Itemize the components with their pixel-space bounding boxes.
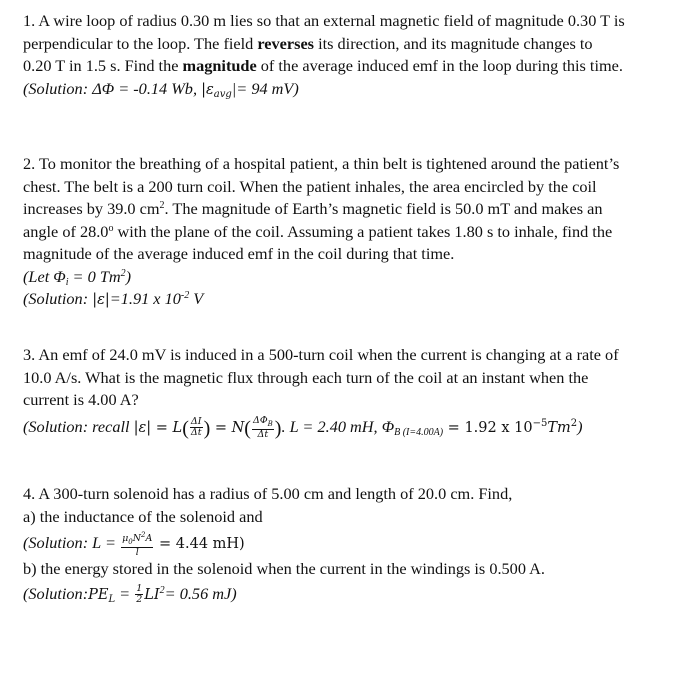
problem-2-line-4: angle of 28.0$^o$ with the plane of the coil. Assuming a patient takes 1.80 s to inhale, find the [23,221,613,241]
problem-4-line-3: b) the energy stored in the solenoid when the current in the windings is 0.500 A. [23,559,545,579]
problem-4-solution-b: ($Solution:PE_L$ = $\frac{1}{2}$ $LI^2= 0.56$ mJ) [23,583,237,606]
problem-2 [23,153,693,312]
fraction-inductance: $\frac{\mu_0N^2A}{l}$ [122,531,153,559]
emphasis-reverses: reverses [257,33,315,53]
problem-3-line-2: 10.0 A/s. What is the magnetic flux through each turn of the coil at an instant when the [23,367,589,387]
problem-1-solution: (Solution: ΔΦ = -0.14 Wb, $|\varepsilon_{avg}|= 94$ mV) [23,78,299,100]
fraction-dphi-dt: $\frac{\Delta\Phi_B}{\Delta t}$ [252,414,273,440]
problem-3-solution: (Solution: recall |ε| = L( $\frac{\Delta I}{\Delta t}$ ) = N( $\frac{\Delta\Phi_B}{\Delta t}$ ). L = 2.40 mH, $\Phi_{B (I=4.00A)} = 1.92$ x $10^{-5}Tm^2$) [23,414,583,440]
emphasis-magnitude: magnitude [182,56,257,75]
problem-3 [23,344,693,440]
problem-2-line-3: increases by 39.0 $cm^2$. The magnitude of Earth’s magnetic field is 50.0 mT and makes an [23,199,603,218]
problem-4-line-2: a) the inductance of the solenoid and [23,506,263,526]
problem-3-line-3: current is 4.00 A? [23,390,139,409]
problem-2-let: (Let $\Phi_i = 0$ Tm$^2$) [23,266,132,288]
problem-1-line-2: perpendicular to the loop. The field reverses its direction, and its magnitude changes to [23,33,593,53]
problem-3-line-1: 3. An emf of 24.0 mV is induced in a 500-turn coil when the current is changing at a rate of [23,345,619,364]
fraction-one-half: $\frac{1}{2}$ [136,583,143,606]
problem-1-line-1: 1. A wire loop of radius 0.30 m lies so that an external magnetic field of magnitude 0.30 T is [23,11,625,30]
problem-1-line-3: 0.20 T in 1.5 s. Find the magnitude of the average induced emf in the loop during this time. [23,56,623,75]
problem-2-line-5: magnitude of the average induced emf in the coil during that time. [23,244,455,263]
problem-4-solution-a: (Solution: L = $\frac{\mu_0N^2A}{l}$ = 4.44 mH) [23,531,245,559]
problem-4 [23,483,693,606]
problem-2-line-2: chest. The belt is a 200 turn coil. When the patient inhales, the area encircled by the coil [23,176,597,196]
problem-4-line-1: 4. A 300-turn solenoid has a radius of 5.00 cm and length of 20.0 cm. Find, [23,484,513,503]
problem-1 [23,10,693,101]
problem-2-line-1: 2. To monitor the breathing of a hospital patient, a thin belt is tightened around the patient’s [23,154,620,173]
problem-2-solution: (Solution: |ε|=1.91 x $10^{-2}$ V [23,289,204,308]
fraction-di-dt: $\frac{\Delta I}{\Delta t}$ [190,416,202,439]
